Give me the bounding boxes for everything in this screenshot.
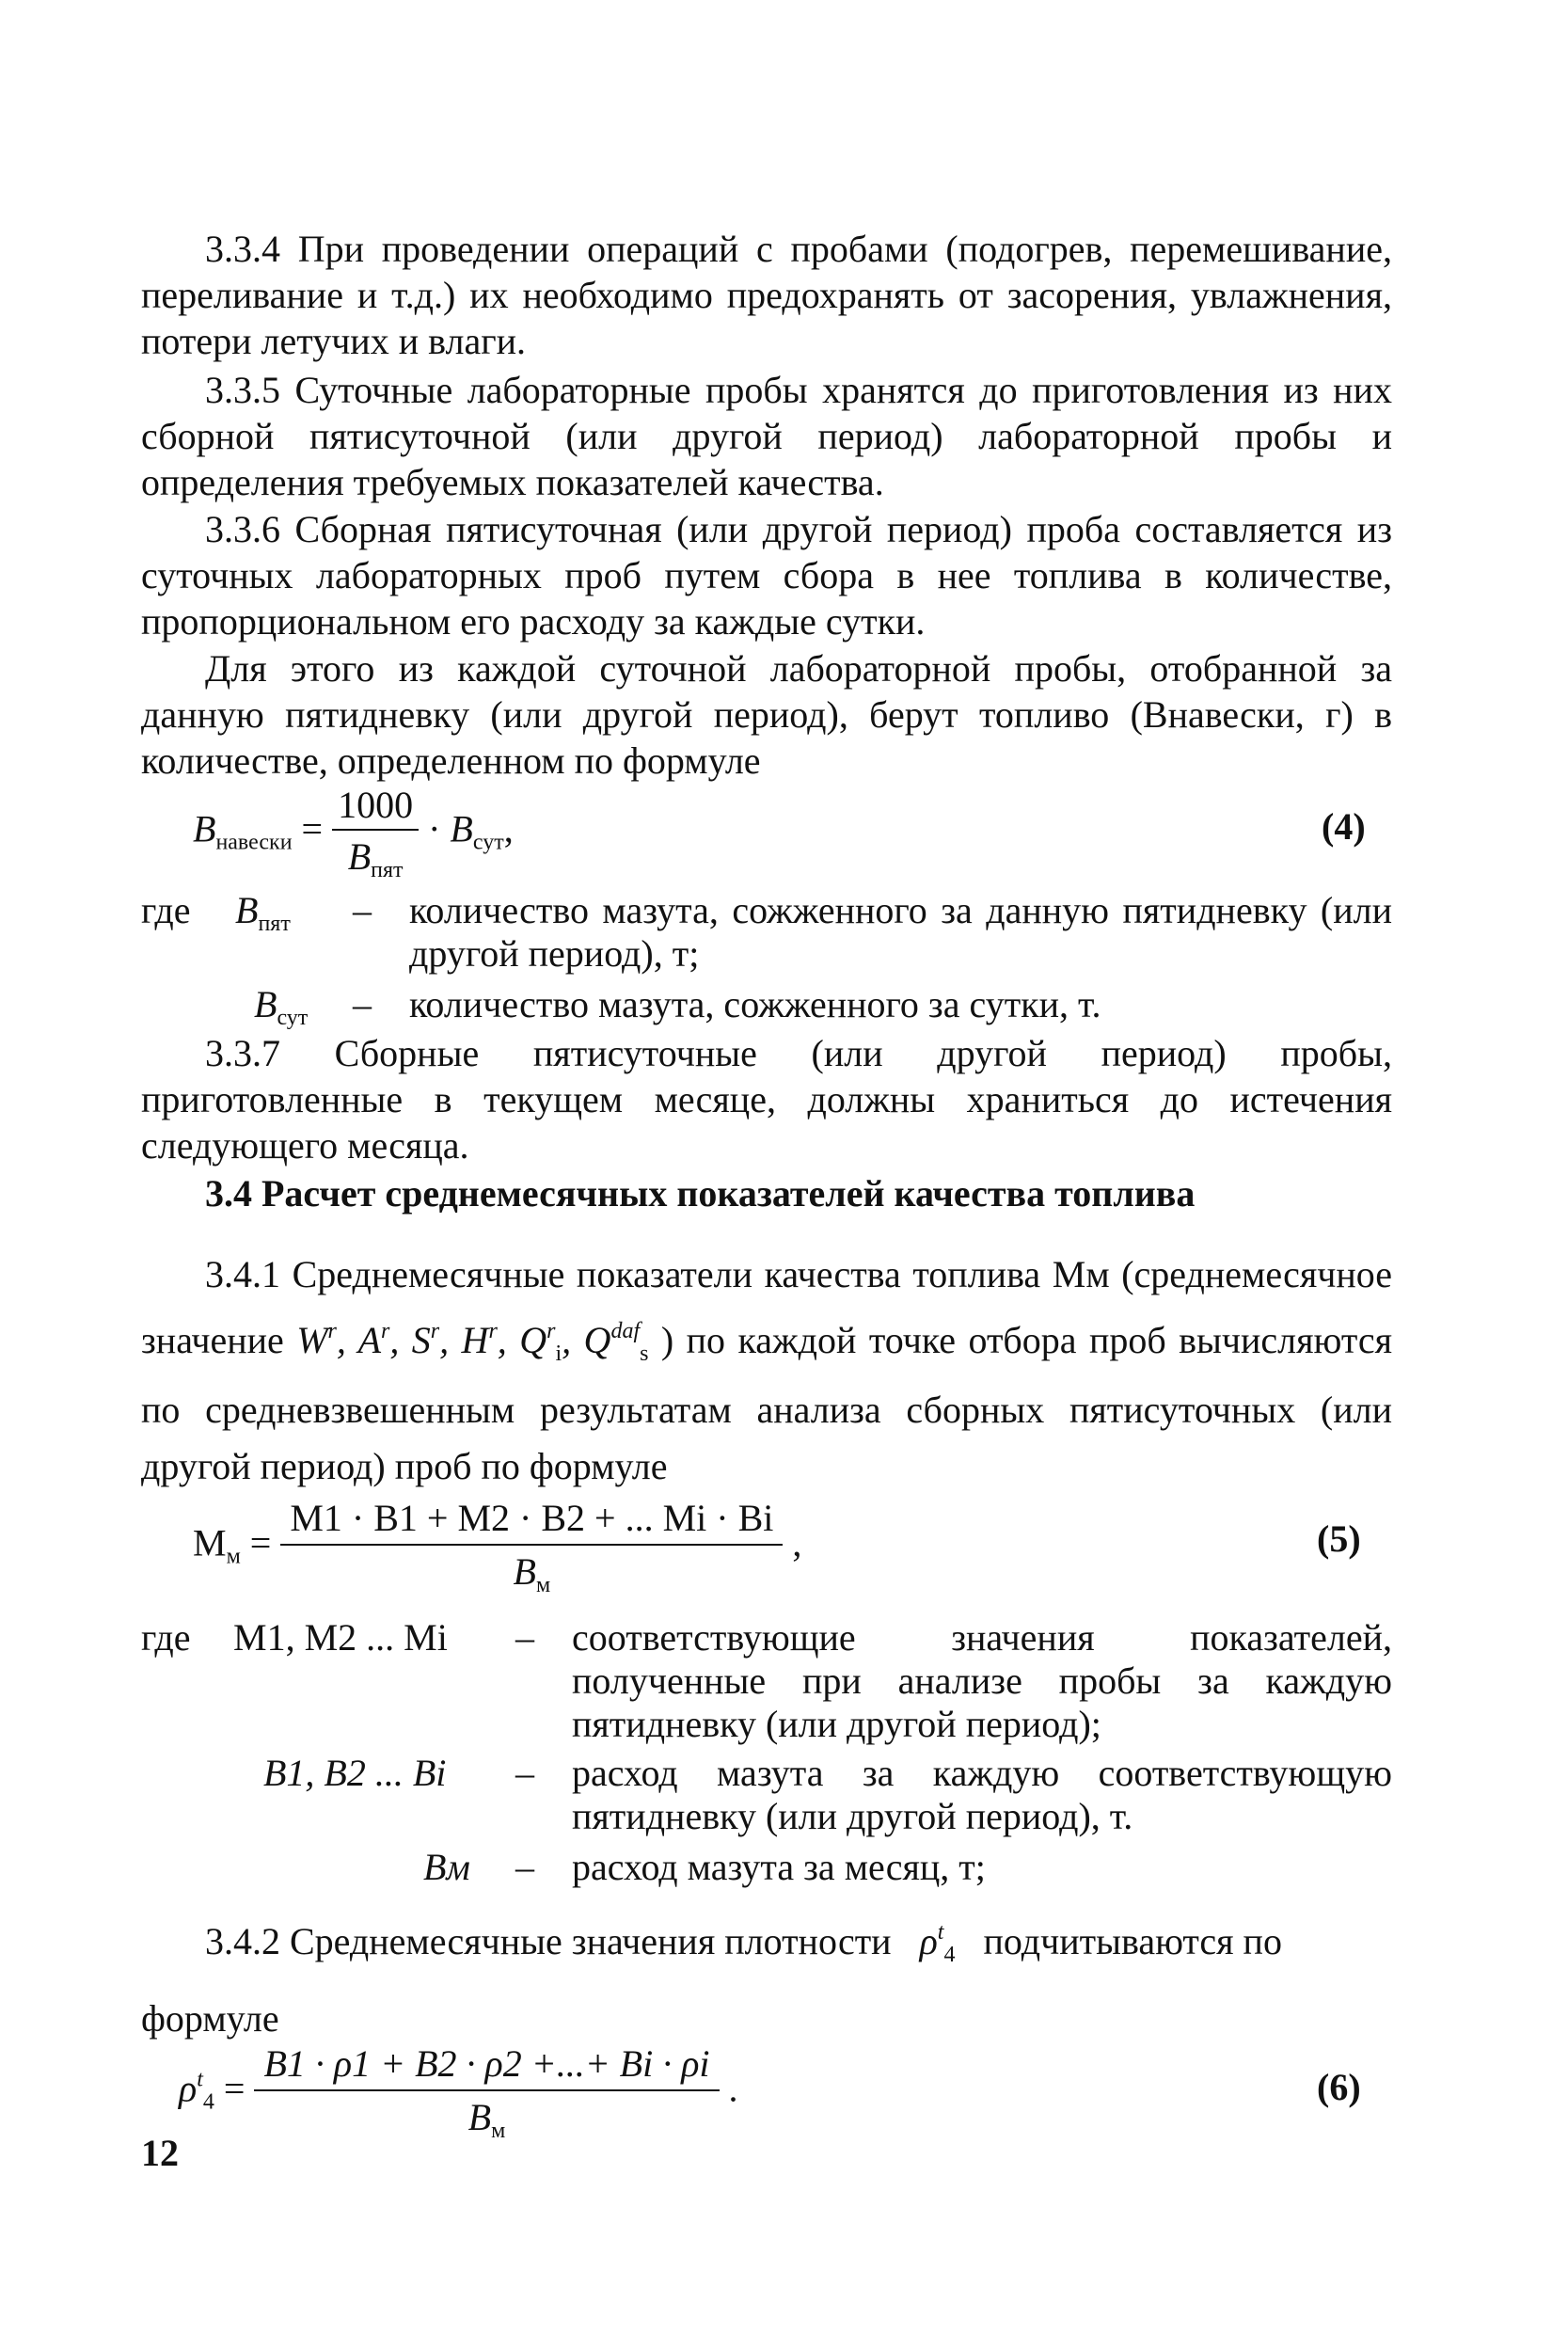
paragraph-sample-weight: Для этого из каждой суточной лабораторной пробы, отобранной за данную пятидневку (или другой период), берут топливо (Bнавески, г) в количестве, определенном по формуле [141, 647, 1392, 782]
paragraph-3-3-6: 3.3.6 Сборная пятисуточная (или другой период) проба составляется из суточных лабораторных проб путем сбора в нее топлива в количестве, пропорциональном его расходу за каждые сутки. [141, 508, 1392, 643]
legend-5-symbol: B1, B2 ... Bi [263, 1752, 447, 1794]
formula-4-fraction: $\frac{1000}{B_{пят}}$ [332, 783, 419, 883]
paragraph-3-3-7: 3.3.7 Сборные пятисуточные (или другой период) пробы, приготовленные в текущем месяце, должны храниться до истечения следующего месяца. [141, 1032, 1392, 1167]
legend-5-row-2: B1, B2 ... Bi – расход мазута за каждую соответствующую пятидневку (или другой период), т. [263, 1752, 1392, 1837]
formula-6: $\rho^t_4$ = $\frac{B1 \cdot \rho 1 + B2 \cdot \rho 2 +...+ Bi \cdot \rho i}{B_м}$ . [179, 2042, 738, 2143]
legend-4-symbol: $B_{пят}$ [235, 889, 291, 936]
formula-5: $M_м$ = $\frac{M1 \cdot B1 + M2 \cdot B2 + ... Mi \cdot Bi}{B_м}$ , [193, 1497, 802, 1597]
section-heading-3-4: 3.4 Расчет среднемесячных показателей качества топлива [205, 1172, 1196, 1215]
paragraph-3-4-1: 3.4.1 Среднемесячные показатели качества топлива Mм (среднемесячное значение $W^r$, $A^r$, $S^r$, $H^r$, $Q^r_i$, $Q^{daf}_s$ ) по каждой точке отбора проб вычисляются по средневзвешенным результатам анализа сборных пятисуточных (или другой период) проб по формуле [141, 1253, 1393, 1487]
paragraph-3-4-2: 3.4.2 Среднемесячные значения плотности $\rho^t_4$ подчитываются по формуле [141, 1920, 1282, 2040]
paragraph-3-3-4: 3.3.4 При проведении операций с пробами (подогрев, перемешивание, переливание и т.д.) их необходимо предохранять от засорения, увлажнения, потери летучих и влаги. [141, 228, 1392, 362]
formula-6-fraction: $\frac{B1 \cdot \rho 1 + B2 \cdot \rho 2 +...+ Bi \cdot \rho i}{B_м}$ [254, 2041, 719, 2144]
legend-4-row-2: $B_{сут}$ – количество мазута, сожженного за сутки, т. [141, 983, 1392, 1030]
formula-4: $B_{навески}$ = $\frac{1000}{B_{пят}}$ · $B_{сут}$, [193, 784, 514, 882]
equation-number-4: (4) [1322, 805, 1366, 848]
legend-5-row-3: Bм – расход мазута за месяц, т; [423, 1846, 986, 1888]
paragraph-3-3-5: 3.3.5 Суточные лабораторные пробы хранятся до приготовления из них сборной пятисуточной (или другой период) лабораторной пробы и определения требуемых показателей качества. [141, 369, 1392, 503]
legend-5-symbol: M1, M2 ... Mi [233, 1616, 448, 1659]
legend-4-symbol: $B_{сут}$ [254, 983, 309, 1030]
density-symbol: $\rho^t_4$ [919, 1920, 956, 1967]
legend-4-row-1: где $B_{пят}$ – количество мазута, сожженного за данную пятидневку (или другой период), т; [141, 889, 1392, 975]
formula-5-fraction: $\frac{M1 \cdot B1 + M2 \cdot B2 + ... Mi \cdot Bi}{B_м}$ [280, 1496, 783, 1598]
legend-5-symbol: Bм [423, 1846, 470, 1888]
equation-number-6: (6) [1317, 2066, 1361, 2108]
equation-number-5: (5) [1317, 1517, 1361, 1560]
page-number: 12 [141, 2132, 179, 2174]
legend-5-row-1: где M1, M2 ... Mi – соответствующие значения показателей, полученные при анализе пробы за каждую пятидневку (или другой период); [141, 1616, 1392, 1745]
inline-indicators: $W^r$, $A^r$, $S^r$, $H^r$, $Q^r_i$, $Q^{daf}_s$ [296, 1319, 649, 1366]
